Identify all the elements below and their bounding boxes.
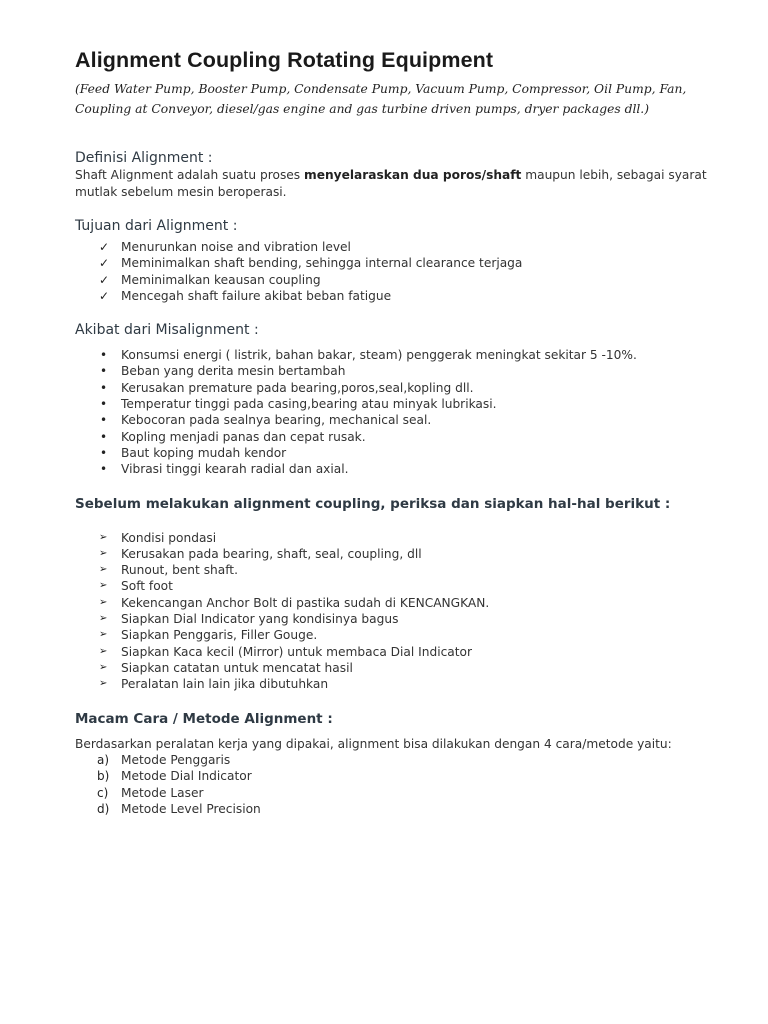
list-item-text: Siapkan catatan untuk mencatat hasil [121, 660, 353, 675]
list-item-text: Metode Penggaris [121, 753, 231, 768]
list-item [75, 363, 725, 379]
list-item [75, 752, 725, 768]
section-macam [75, 710, 725, 818]
list-item [75, 255, 725, 271]
definisi-text-bold: menyelaraskan dua poros/shaft [304, 168, 522, 182]
arrow-right-icon: ➢ [99, 564, 108, 576]
list-item-text: Beban yang derita mesin bertambah [121, 364, 346, 379]
list-item-text: Konsumsi energi ( listrik, bahan bakar, steam) penggerak meningkat sekitar 5 -10%. [121, 348, 637, 363]
list-item [75, 288, 725, 304]
list-marker: c) [97, 785, 109, 800]
list-item [75, 595, 725, 611]
macam-list [75, 752, 725, 817]
list-item-text: Baut koping mudah kendor [121, 445, 287, 460]
arrow-right-icon: ➢ [99, 547, 108, 559]
check-icon: ✓ [99, 240, 110, 254]
list-item [75, 546, 725, 562]
section-tujuan [75, 217, 725, 304]
list-item-text: Meminimalkan keausan coupling [121, 272, 321, 287]
check-icon: ✓ [99, 256, 110, 271]
bullet-icon: • [100, 413, 108, 428]
document-page [75, 46, 725, 817]
list-item [75, 644, 725, 660]
section-definisi [75, 149, 725, 200]
list-item-text: Meminimalkan shaft bending, sehingga internal clearance terjaga [121, 256, 523, 271]
list-item [75, 676, 725, 692]
list-item-text: Siapkan Penggaris, Filler Gouge. [121, 628, 318, 643]
list-item [75, 239, 725, 255]
bullet-icon: • [100, 429, 108, 444]
page-subtitle: (Feed Water Pump, Booster Pump, Condensate Pump, Vacuum Pump, Compressor, Oil Pump, Fan, Coupling at Conveyor, diesel/gas engine and gas turbine driven pumps, dryer packages dll.) [75, 82, 687, 116]
list-item [75, 660, 725, 676]
bullet-icon: • [100, 462, 108, 477]
list-item [75, 429, 725, 445]
list-item [75, 530, 725, 546]
list-item [75, 785, 725, 801]
akibat-list [75, 347, 725, 477]
bullet-icon: • [100, 380, 108, 395]
arrow-right-icon: ➢ [99, 580, 108, 592]
list-item [75, 380, 725, 396]
section-akibat [75, 321, 725, 477]
arrow-right-icon: ➢ [99, 645, 108, 657]
list-item-text: Kondisi pondasi [121, 530, 217, 545]
akibat-heading: Akibat dari Misalignment : [75, 322, 259, 339]
list-item [75, 801, 725, 817]
list-item-text: Runout, bent shaft. [121, 563, 238, 578]
definisi-paragraph [75, 167, 725, 200]
arrow-right-icon: ➢ [99, 596, 108, 608]
arrow-right-icon: ➢ [99, 531, 108, 543]
list-item-text: Metode Level Precision [121, 801, 261, 816]
bullet-icon: • [100, 348, 108, 363]
sebelum-list [75, 530, 725, 693]
definisi-heading: Definisi Alignment : [75, 150, 213, 166]
list-item [75, 272, 725, 288]
list-item-text: Soft foot [121, 579, 173, 594]
list-item-text: Metode Laser [121, 785, 204, 800]
list-item-text: Kebocoran pada sealnya bearing, mechanical seal. [121, 413, 432, 428]
list-item-text: Mencegah shaft failure akibat beban fatigue [121, 288, 392, 303]
section-sebelum [75, 495, 725, 693]
sebelum-heading: Sebelum melakukan alignment coupling, periksa dan siapkan hal-hal berikut : [75, 495, 671, 512]
bullet-icon: • [100, 445, 108, 460]
list-item [75, 445, 725, 461]
list-item-text: Siapkan Dial Indicator yang kondisinya bagus [121, 612, 399, 627]
list-item-text: Menurunkan noise and vibration level [121, 240, 351, 254]
list-item-text: Kerusakan pada bearing, shaft, seal, coupling, dll [121, 546, 422, 561]
list-item [75, 347, 725, 363]
list-item [75, 627, 725, 643]
list-item [75, 768, 725, 784]
list-item-text: Temperatur tinggi pada casing,bearing atau minyak lubrikasi. [121, 397, 497, 412]
list-item [75, 461, 725, 477]
list-item [75, 562, 725, 578]
list-item [75, 578, 725, 594]
list-item [75, 412, 725, 428]
list-item [75, 396, 725, 412]
arrow-right-icon: ➢ [99, 661, 108, 673]
list-item-text: Peralatan lain lain jika dibutuhkan [121, 677, 329, 692]
arrow-right-icon: ➢ [99, 629, 108, 641]
list-item-text: Kerusakan premature pada bearing,poros,seal,kopling dll. [121, 380, 474, 395]
bullet-icon: • [100, 397, 108, 412]
macam-intro: Berdasarkan peralatan kerja yang dipakai, alignment bisa dilakukan dengan 4 cara/metode yaitu: [75, 736, 672, 751]
check-icon: ✓ [99, 272, 110, 287]
list-marker: b) [97, 769, 110, 784]
list-item-text: Vibrasi tinggi kearah radial dan axial. [121, 462, 349, 477]
list-item-text: Kopling menjadi panas dan cepat rusak. [121, 429, 366, 444]
tujuan-list [75, 239, 725, 304]
arrow-right-icon: ➢ [99, 613, 108, 625]
list-item-text: Metode Dial Indicator [121, 769, 252, 784]
list-item [75, 611, 725, 627]
definisi-text-after: maupun lebih, sebagai syarat mutlak sebelum mesin beroperasi. [75, 168, 707, 199]
arrow-right-icon: ➢ [99, 678, 108, 690]
bullet-icon: • [100, 364, 108, 379]
definisi-text-before: Shaft Alignment adalah suatu proses [75, 168, 305, 182]
macam-heading: Macam Cara / Metode Alignment : [75, 710, 333, 727]
tujuan-heading: Tujuan dari Alignment : [75, 218, 238, 234]
list-marker: a) [97, 753, 110, 768]
page-title: Alignment Coupling Rotating Equipment [75, 48, 494, 72]
list-item-text: Kekencangan Anchor Bolt di pastika sudah di KENCANGKAN. [121, 595, 490, 610]
list-item-text: Siapkan Kaca kecil (Mirror) untuk membaca Dial Indicator [121, 644, 473, 659]
list-marker: d) [97, 801, 110, 816]
check-icon: ✓ [99, 288, 110, 303]
